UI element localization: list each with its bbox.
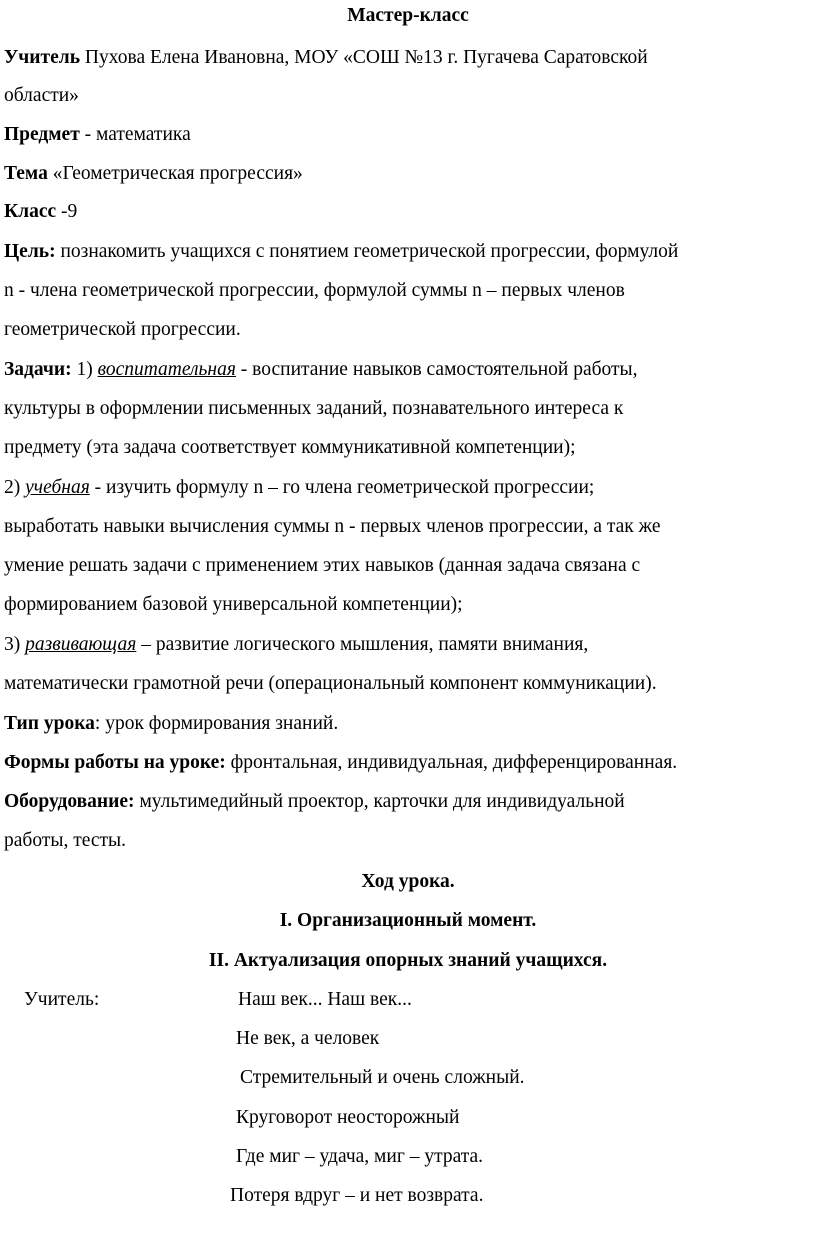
equipment-text: мультимедийный проектор, карточки для индивидуальной	[134, 791, 625, 812]
task2-line: 2) учебная - изучить формулу n – го члена геометрической прогрессии;	[4, 477, 595, 498]
lesson-type-label: Тип урока	[4, 713, 95, 734]
task2-line-4: формированием базовой универсальной компетенции);	[4, 594, 463, 615]
section-heading-2: II. Актуализация опорных знаний учащихся.	[208, 950, 608, 971]
subject-line	[4, 123, 191, 147]
equipment-label: Оборудование:	[4, 791, 135, 812]
poem-line-4: Круговорот неосторожный	[236, 1107, 460, 1128]
document-title: Мастер-класс	[347, 5, 469, 26]
poem-line-2: Не век, а человек	[236, 1028, 380, 1049]
task-type-educational: воспитательная	[97, 359, 236, 380]
teacher-line	[4, 46, 648, 70]
task1-line-2: культуры в оформлении письменных заданий, познавательного интереса к	[4, 398, 624, 419]
work-forms-label: Формы работы на уроке:	[4, 752, 226, 773]
task-type-learning: учебная	[25, 477, 90, 498]
subject-label: Предмет	[4, 124, 80, 145]
task1-line-3: предмету (эта задача соответствует коммуникативной компетенции);	[4, 437, 576, 458]
subject-text: - математика	[79, 124, 191, 145]
task-type-developing: развивающая	[25, 634, 137, 655]
grade-label: Класс	[4, 201, 57, 222]
topic-text: «Геометрическая прогрессия»	[47, 163, 303, 184]
poem-line-1: Наш век... Наш век...	[238, 989, 412, 1010]
lesson-type-line	[4, 712, 338, 736]
poem-line-6: Потеря вдруг – и нет возврата.	[230, 1185, 484, 1206]
tasks-line: Задачи: 1) воспитательная - воспитание навыков самостоятельной работы,	[4, 359, 638, 380]
goal-text: познакомить учащихся с понятием геометрической прогрессии, формулой	[55, 241, 679, 262]
task2-line-3: умение решать задачи с применением этих навыков (данная задача связана с	[4, 555, 641, 576]
equipment-line-2: работы, тесты.	[4, 830, 127, 851]
topic-line	[4, 162, 303, 186]
lesson-type-text: : урок формирования знаний.	[94, 713, 339, 734]
task2-line-2: выработать навыки вычисления суммы n - первых членов прогрессии, а так же	[4, 516, 661, 537]
work-forms-line	[4, 751, 677, 775]
equipment-line	[4, 790, 625, 814]
section-heading-1: I. Организационный момент.	[279, 910, 537, 931]
tasks-label: Задачи:	[4, 359, 72, 380]
teacher-line-2: области»	[4, 85, 79, 106]
goal-line-2: n - члена геометрической прогрессии, формулой суммы n – первых членов	[4, 280, 625, 301]
task3-line: 3) развивающая – развитие логического мышления, памяти внимания,	[4, 634, 589, 655]
grade-line	[4, 200, 77, 224]
grade-text: -9	[56, 201, 78, 222]
work-forms-text: фронтальная, индивидуальная, дифференцированная.	[225, 752, 678, 773]
goal-label: Цель:	[4, 241, 56, 262]
poem-line-5: Где миг – удача, миг – утрата.	[236, 1146, 484, 1167]
goal-line-3: геометрической прогрессии.	[4, 319, 241, 340]
poem-speaker: Учитель:	[24, 989, 100, 1010]
teacher-text: Пухова Елена Ивановна, МОУ «СОШ №13 г. Пугачева Саратовской	[80, 47, 648, 68]
goal-line	[4, 240, 678, 264]
teacher-label: Учитель	[4, 47, 81, 68]
task3-line-2: математически грамотной речи (операциональный компонент коммуникации).	[4, 673, 657, 694]
topic-label: Тема	[4, 163, 48, 184]
poem-line-3: Стремительный и очень сложный.	[240, 1067, 525, 1088]
course-heading: Ход урока.	[361, 871, 455, 892]
